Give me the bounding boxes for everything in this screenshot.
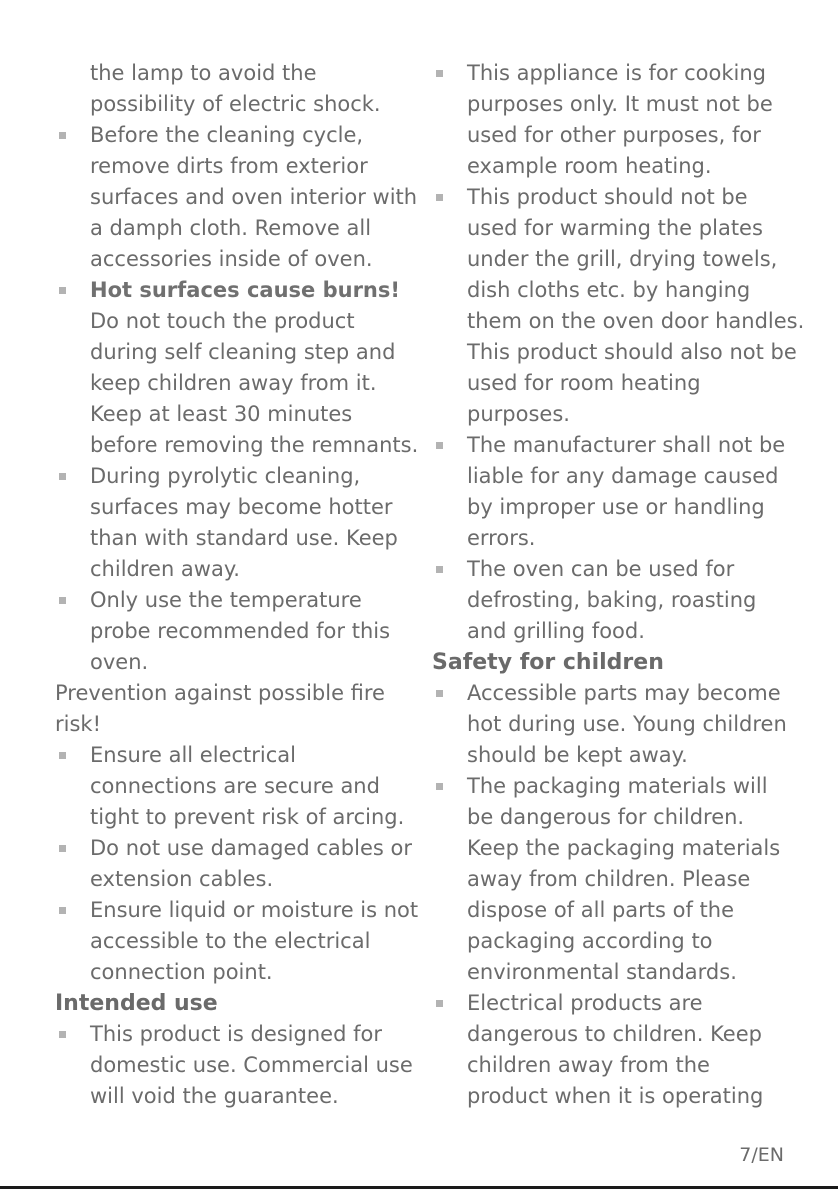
text-line: than with standard use. Keep: [90, 526, 398, 550]
text-line: accessible to the electrical: [90, 929, 371, 953]
text-line: children away.: [90, 557, 240, 581]
text-line: before removing the remnants.: [90, 433, 419, 457]
text-line: defrosting, baking, roasting: [467, 588, 757, 612]
text-line: dish cloths etc. by hanging: [467, 278, 751, 302]
section-heading: Safety for children: [432, 650, 664, 675]
bullet-item-line: This appliance is for cooking: [432, 58, 832, 89]
text-line: product when it is operating: [467, 1084, 764, 1108]
text-line: dispose of all parts of the: [467, 898, 735, 922]
right-column: [432, 58, 832, 1112]
text-line: packaging according to: [467, 929, 713, 953]
text-line: Keep the packaging materials: [467, 836, 781, 860]
text-line: Keep at least 30 minutes: [90, 402, 353, 426]
text-line: domestic use. Commercial use: [90, 1053, 413, 1077]
bullet-item-line: This product is designed for: [55, 1019, 415, 1050]
text-line: surfaces and oven interior with: [90, 185, 418, 209]
text-line: possibility of electric shock.: [90, 92, 381, 116]
text-line: a damph cloth. Remove all: [90, 216, 372, 240]
text-line: them on the oven door handles.: [467, 309, 805, 333]
text-line: Prevention against possible fire: [55, 681, 385, 705]
text-line: accessories inside of oven.: [90, 247, 373, 271]
text-line: connection point.: [90, 960, 273, 984]
text-line: tight to prevent risk of arcing.: [90, 805, 405, 829]
text-line: hot during use. Young children: [467, 712, 787, 736]
text-line: will void the guarantee.: [90, 1084, 339, 1108]
text-line: extension cables.: [90, 867, 274, 891]
bullet-item-line: Before the cleaning cycle,: [55, 120, 415, 151]
text-line: keep children away from it.: [90, 371, 377, 395]
text-line: Do not touch the product: [90, 309, 355, 333]
text-line: purposes only. It must not be: [467, 92, 773, 116]
bullet-item-line: Do not use damaged cables or: [55, 833, 415, 864]
bullet-item-line: Accessible parts may become: [432, 678, 832, 709]
text-line: remove dirts from exterior: [90, 154, 368, 178]
page-number: 7/EN: [739, 1144, 784, 1166]
text-line: oven.: [90, 650, 149, 674]
text-line: environmental standards.: [467, 960, 737, 984]
text-line: errors.: [467, 526, 536, 550]
text-line: This product should also not be: [467, 340, 797, 364]
text-line: connections are secure and: [90, 774, 380, 798]
text-line: probe recommended for this: [90, 619, 391, 643]
text-line: dangerous to children. Keep: [467, 1022, 762, 1046]
bullet-item-line: During pyrolytic cleaning,: [55, 461, 415, 492]
text-line: away from children. Please: [467, 867, 751, 891]
bullet-item-line: Electrical products are: [432, 988, 832, 1019]
text-line: used for other purposes, for: [467, 123, 761, 147]
text-line: by improper use or handling: [467, 495, 765, 519]
text-line: used for warming the plates: [467, 216, 763, 240]
bottom-rule: [0, 1186, 838, 1189]
text-line: surfaces may become hotter: [90, 495, 393, 519]
bullet-item-line: Hot surfaces cause burns!: [55, 275, 415, 306]
text-line: purposes.: [467, 402, 570, 426]
text-line: and grilling food.: [467, 619, 645, 643]
text-line: be dangerous for children.: [467, 805, 745, 829]
text-line: should be kept away.: [467, 743, 688, 767]
text-line: example room heating.: [467, 154, 712, 178]
bullet-item-line: Only use the temperature: [55, 585, 415, 616]
text-line: risk!: [55, 712, 101, 736]
section-heading: Intended use: [55, 991, 218, 1016]
text-line: during self cleaning step and: [90, 340, 396, 364]
text-line: used for room heating: [467, 371, 701, 395]
bullet-item-line: Ensure liquid or moisture is not: [55, 895, 415, 926]
bullet-item-line: The packaging materials will: [432, 771, 832, 802]
left-column: [55, 58, 419, 1112]
bullet-item-line: This product should not be: [432, 182, 832, 213]
text-line: under the grill, drying towels,: [467, 247, 778, 271]
text-line: the lamp to avoid the: [90, 61, 317, 85]
text-line: children away from the: [467, 1053, 710, 1077]
bullet-item-line: The manufacturer shall not be: [432, 430, 832, 461]
bullet-item-line: The oven can be used for: [432, 554, 832, 585]
bullet-item-line: Ensure all electrical: [55, 740, 415, 771]
text-line: liable for any damage caused: [467, 464, 779, 488]
